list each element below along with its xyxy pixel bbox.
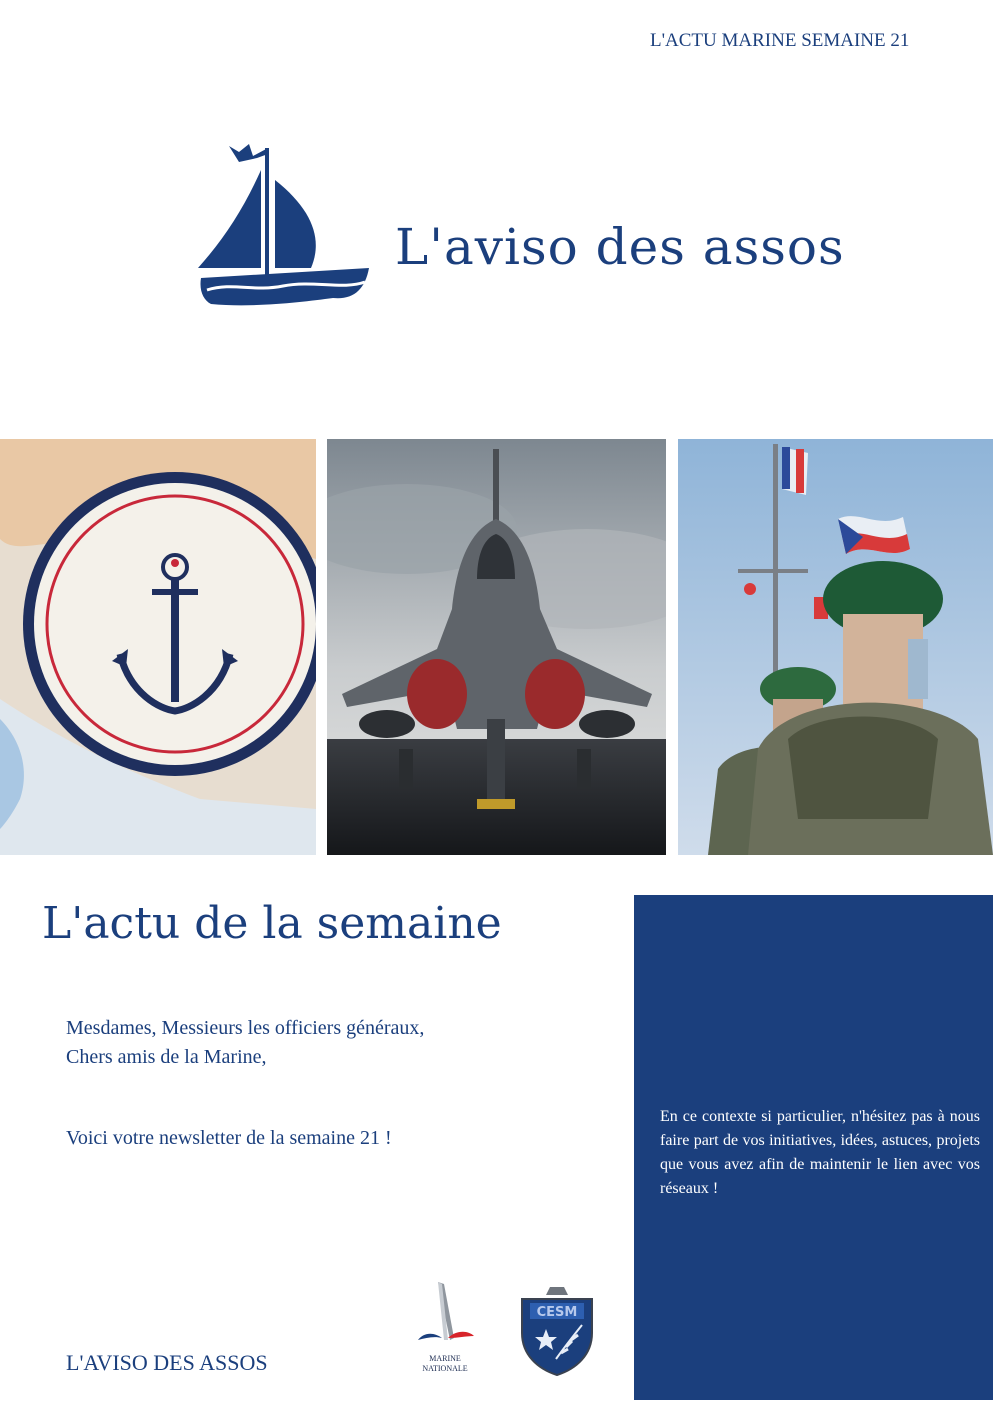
sailboat-icon <box>193 140 375 310</box>
marine-nationale-logo <box>414 1280 476 1378</box>
logo-title: L'aviso des assos <box>395 218 845 276</box>
patch-photo <box>0 439 316 855</box>
footer-name: L'AVISO DES ASSOS <box>66 1350 268 1375</box>
marine-nationale-logo-line2: NATIONALE <box>422 1364 468 1373</box>
greeting-line-2: Chers amis de la Marine, <box>66 1046 267 1068</box>
sidebar-panel <box>634 895 993 1400</box>
letter-greeting <box>66 1014 566 1072</box>
jet-photo <box>327 439 666 855</box>
issue-label: L'ACTU MARINE SEMAINE 21 <box>650 30 910 51</box>
letter-intro: Voici votre newsletter de la semaine 21 ! <box>66 1127 392 1149</box>
cesm-logo <box>516 1285 598 1377</box>
cesm-logo-text: CESM <box>536 1305 578 1320</box>
marine-nationale-logo-line1: MARINE <box>429 1354 461 1363</box>
sailors-photo <box>678 439 993 855</box>
section-title: L'actu de la semaine <box>42 898 502 949</box>
greeting-line-1: Mesdames, Messieurs les officiers généraux, <box>66 1017 425 1039</box>
sidebar-text: En ce contexte si particulier, n'hésitez pas à nous faire part de vos initiatives, idées, astuces, projets que vous avez afin de maintenir le lien avec vos réseaux ! <box>660 1108 980 1197</box>
